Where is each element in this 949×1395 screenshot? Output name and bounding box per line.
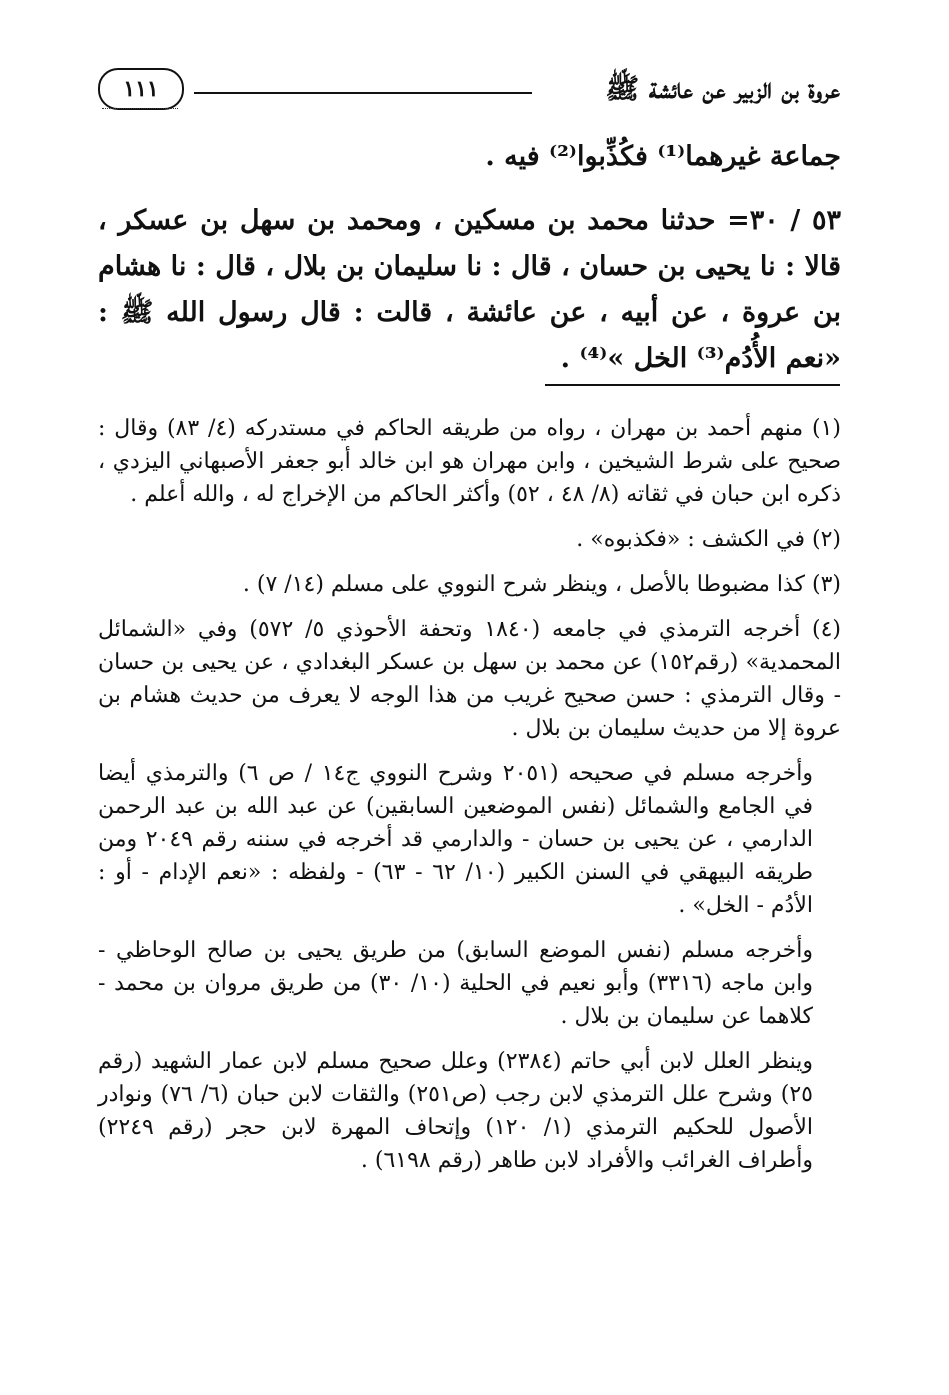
hadith-text — [98, 198, 841, 382]
footnote-divider — [545, 384, 840, 386]
header-title: عروة بن الزبير عن عائشة ﷺ — [605, 72, 840, 105]
footnote-4: (٤) أخرجه الترمذي في جامعه (١٨٤٠ وتحفة الأحوذي ٥/ ٥٧٢) وفي «الشمائل المحمدية» (رقم١٥٢) عن محمد بن سهل بن عسكر البغدادي ، عن يحيى بن حسان - وقال الترمذي : حسن صحيح غريب من هذا الوجه لا يعرف من حديث هشام بن عروة إلا من حديث سليمان بن بلال . — [98, 617, 842, 741]
footnotes — [98, 412, 841, 1189]
running-header — [98, 68, 840, 120]
footnote-3: (٣) كذا مضبوطا بالأصل ، وينظر شرح النووي على مسلم (١٤/ ٧) . — [242, 572, 841, 597]
footnote-2: (٢) في الكشف : «فكذبوه» . — [576, 527, 841, 552]
footnote-4-continuation-2: وأخرجه مسلم (نفس الموضع السابق) من طريق يحيى بن صالح الوحاظي - وابن ماجه (٣٣١٦) وأبو نعيم في الحلية (١٠/ ٣٠) من طريق مروان بن محمد - كلاهما عن سليمان بن بلال . — [98, 938, 813, 1029]
continuation-line: جماعة غيرهما⁽¹⁾ فكُذِّبوا⁽²⁾ فيه . — [485, 141, 841, 172]
hadith-paragraph: ٥٣ / ٣٠= حدثنا محمد بن مسكين ، ومحمد بن سهل بن عسكر ، قالا : نا يحيى بن حسان ، قال : نا سليمان بن بلال ، قال : نا هشام بن عروة ، عن أبيه ، عن عائشة ، قالت : قال رسول الله ﷺ : «نعم الأُدُم⁽³⁾ الخل »⁽⁴⁾ . — [98, 205, 841, 374]
page-number-ornament — [102, 108, 178, 117]
footnote-1: (١) منهم أحمد بن مهران ، رواه من طريقه الحاكم في مستدركه (٤/ ٨٣) وقال : صحيح على شرط الشيخين ، وابن مهران هو ابن خالد أبو جعفر الأصبهاني اليزدي ، ذكره ابن حبان في ثقاته (٨/ ٤٨ ، ٥٢) وأكثر الحاكم من الإخراج له ، والله أعلم . — [98, 416, 841, 507]
footnote-4-continuation-1: وأخرجه مسلم في صحيحه (٢٠٥١ وشرح النووي ج١٤ / ص ٦) والترمذي أيضا في الجامع والشمائل (نفس الموضعين السابقين) عن عبد الله بن عبد الرحمن الدارمي ، عن يحيى بن حسان - والدارمي قد أخرجه في سننه رقم ٢٠٤٩ ومن طريقه البيهقي في السنن الكبير (١٠/ ٦٢ - ٦٣) - ولفظه : «نعم الإدام - أو : الأدُم - الخل» . — [98, 761, 814, 918]
header-rule — [194, 92, 532, 94]
footnote-4-continuation-3: وينظر العلل لابن أبي حاتم (٢٣٨٤) وعلل صحيح مسلم لابن عمار الشهيد (رقم ٢٥) وشرح علل الترمذي لابن رجب (ص٢٥١) والثقات لابن حبان (٦/ ٧٦) ونوادر الأصول للحكيم الترمذي (١/ ١٢٠) وإتحاف المهرة لابن حجر (رقم ٢٢٤٩) وأطراف الغرائب والأفراد لابن طاهر (رقم ٦١٩٨) . — [98, 1049, 813, 1173]
page-number: ١١١ — [98, 68, 184, 110]
